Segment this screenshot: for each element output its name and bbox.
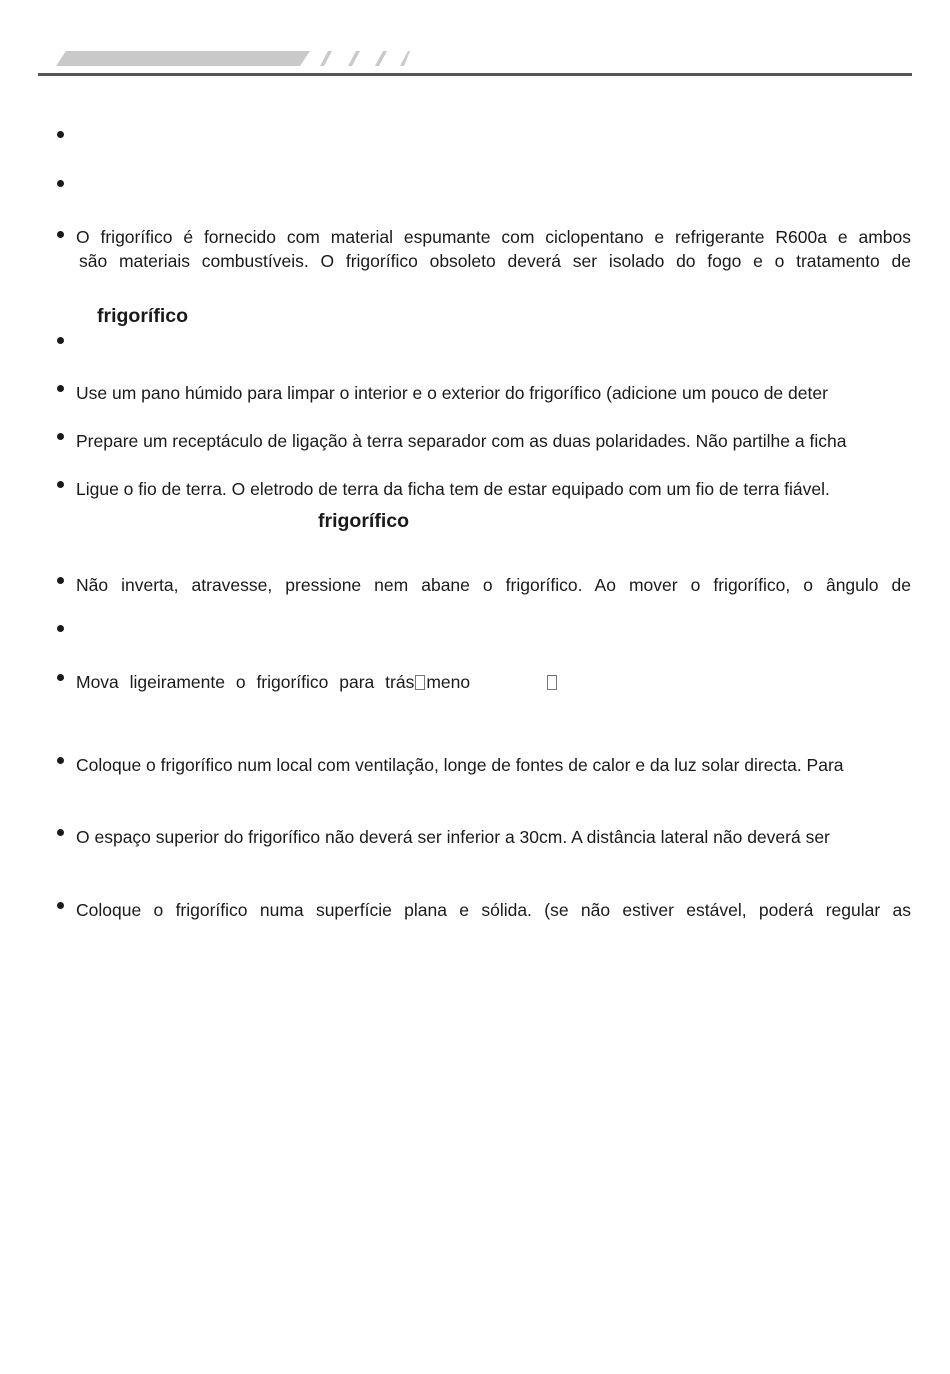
header-rule <box>38 73 912 76</box>
bullet <box>57 433 64 440</box>
item-text <box>76 671 558 693</box>
bullet <box>57 131 64 138</box>
bullet <box>57 674 64 681</box>
item-text: Coloque o frigorífico num local com ventilação, longe de fontes de calor e da luz solar directa. Para <box>76 755 844 775</box>
bullet <box>57 625 64 632</box>
item-text: Coloque o frigorífico numa superfície plana e sólida. (se não estiver estável, poderá regular as <box>76 900 911 920</box>
bullet <box>57 829 64 836</box>
item-text-part: Mova ligeiramente o frigorífico para trás <box>76 672 415 692</box>
bullet <box>57 902 64 909</box>
bullet <box>57 385 64 392</box>
header-stripe <box>348 51 360 66</box>
missing-glyph-icon <box>547 675 557 690</box>
bullet <box>57 577 64 584</box>
item-text: O frigorífico é fornecido com material espumante com ciclopentano e refrigerante R600a e ambos <box>76 227 911 247</box>
header-decoration <box>56 51 310 66</box>
item-text: O espaço superior do frigorífico não deverá ser inferior a 30cm. A distância lateral não deverá ser <box>76 827 830 847</box>
header-stripe <box>400 51 410 66</box>
section-heading: frigorífico <box>97 305 188 327</box>
item-text: são materiais combustíveis. O frigorífico obsoleto deverá ser isolado do fogo e o tratamento de <box>79 251 911 271</box>
item-text-part: meno <box>426 672 471 692</box>
bullet <box>57 481 64 488</box>
missing-glyph-icon <box>415 675 425 690</box>
item-text: Use um pano húmido para limpar o interior e o exterior do frigorífico (adicione um pouco de deter <box>76 383 828 403</box>
header-stripe <box>320 51 332 66</box>
header-stripe <box>375 51 387 66</box>
item-text: Ligue o fio de terra. O eletrodo de terra da ficha tem de estar equipado com um fio de terra fiável. <box>76 479 830 499</box>
bullet <box>57 231 64 238</box>
section-heading: frigorífico <box>318 510 409 532</box>
bullet <box>57 180 64 187</box>
bullet <box>57 757 64 764</box>
bullet <box>57 337 64 344</box>
item-text: Não inverta, atravesse, pressione nem abane o frigorífico. Ao mover o frigorífico, o ângulo de <box>76 575 911 595</box>
item-text: Prepare um receptáculo de ligação à terra separador com as duas polaridades. Não partilhe a ficha <box>76 431 847 451</box>
